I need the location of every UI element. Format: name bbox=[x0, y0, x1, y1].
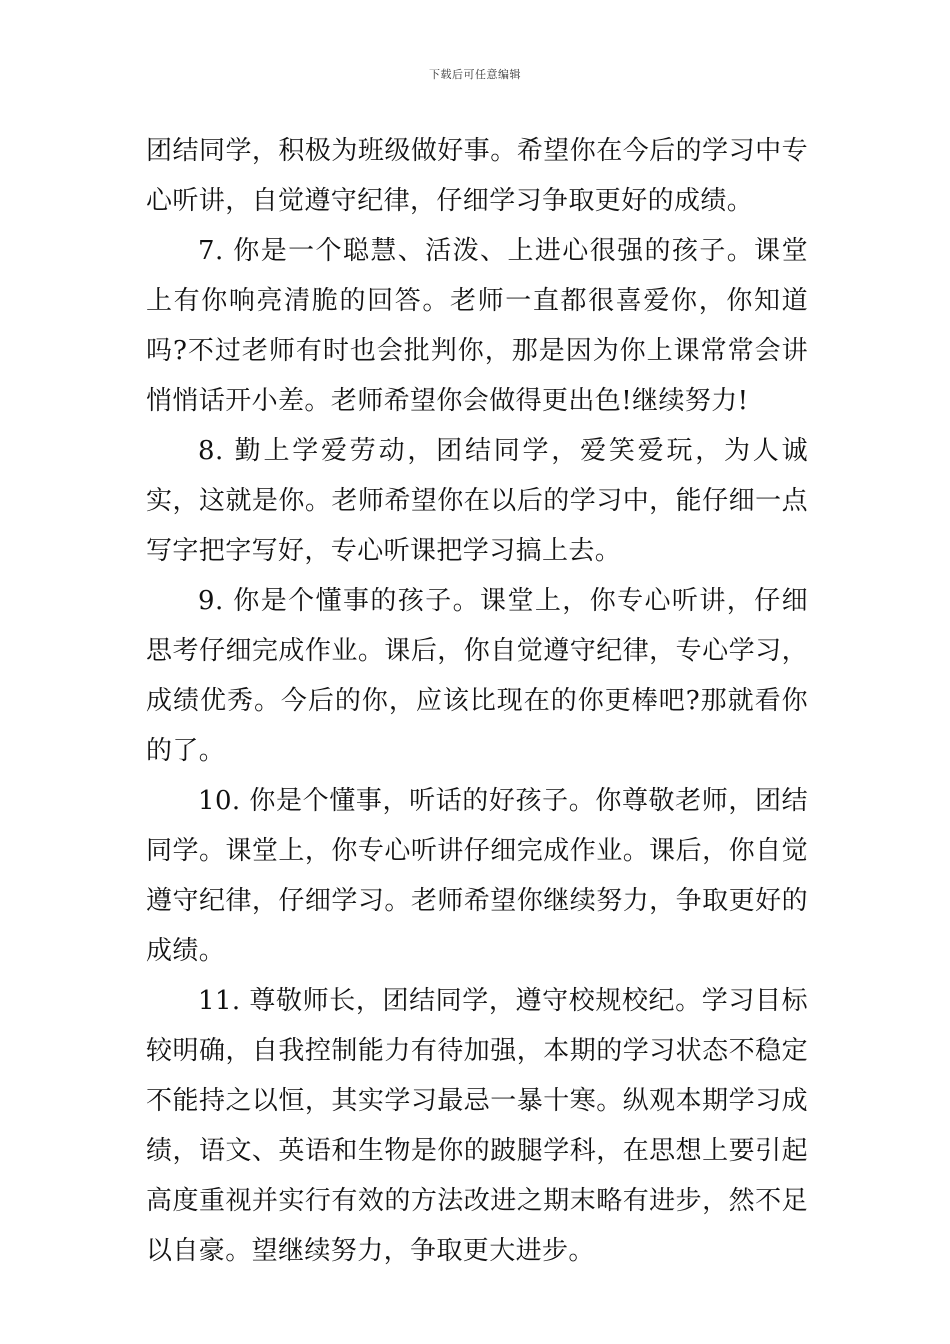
paragraph-item-8: 8. 勤上学爱劳动，团结同学，爱笑爱玩，为人诚实，这就是你。老师希望你在以后的学习中，能仔细一点写字把字写好，专心听课把学习搞上去。 bbox=[146, 436, 808, 566]
page-header: 下载后可任意编辑 bbox=[429, 68, 521, 81]
paragraph-continuation: 团结同学，积极为班级做好事。希望你在今后的学习中专心听讲，自觉遵守纪律，仔细学习争取更好的成绩。 bbox=[146, 136, 808, 216]
paragraph-item-7: 7. 你是一个聪慧、活泼、上进心很强的孩子。课堂上有你响亮清脆的回答。老师一直都很喜爱你，你知道吗?不过老师有时也会批判你，那是因为你上课常常会讲悄悄话开小差。老师希望你会做得更出色!继续努力! bbox=[146, 236, 808, 416]
document-body bbox=[146, 126, 808, 1276]
paragraph-item-9: 9. 你是个懂事的孩子。课堂上，你专心听讲，仔细思考仔细完成作业。课后，你自觉遵守纪律，专心学习，成绩优秀。今后的你，应该比现在的你更棒吧?那就看你的了。 bbox=[146, 586, 808, 766]
paragraph-item-10: 10. 你是个懂事，听话的好孩子。你尊敬老师，团结同学。课堂上，你专心听讲仔细完成作业。课后，你自觉遵守纪律，仔细学习。老师希望你继续努力，争取更好的成绩。 bbox=[146, 786, 808, 966]
paragraph-item-11: 11. 尊敬师长，团结同学，遵守校规校纪。学习目标较明确，自我控制能力有待加强，本期的学习状态不稳定不能持之以恒，其实学习最忌一暴十寒。纵观本期学习成绩，语文、英语和生物是你的跛腿学科，在思想上要引起高度重视并实行有效的方法改进之期末略有进步，然不足以自豪。望继续努力，争取更大进步。 bbox=[146, 986, 808, 1266]
